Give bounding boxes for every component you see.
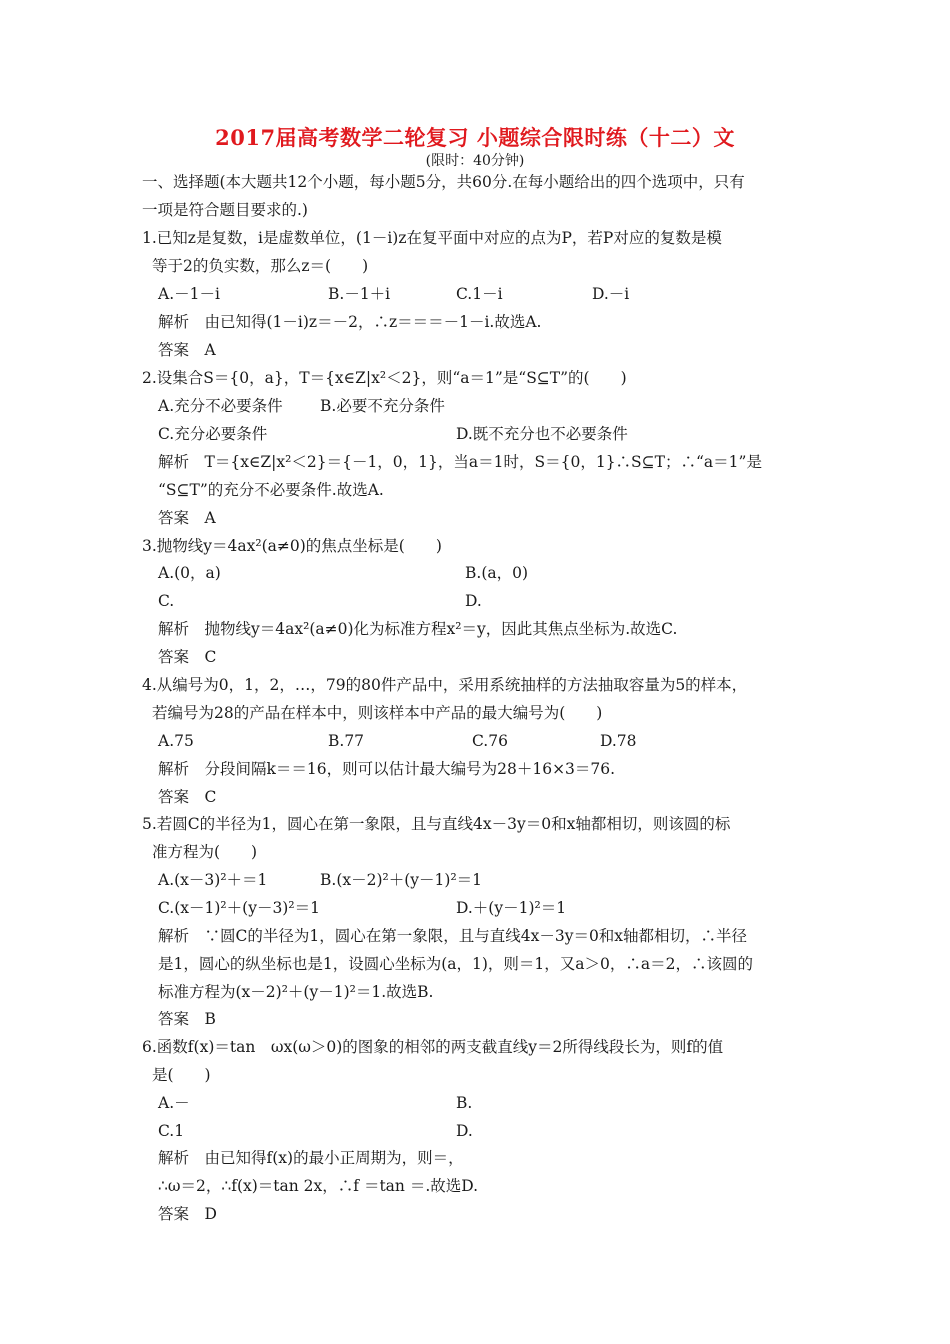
q3-option-b: B.(a，0) [465, 564, 529, 582]
q2-answer: 答案 A [158, 509, 216, 527]
document-title: 2017届高考数学二轮复习 小题综合限时练（十二）文 [215, 125, 735, 150]
q6-stem-cont: 是( ) [152, 1066, 211, 1084]
q3-stem: 3.抛物线y＝4ax²(a≠0)的焦点坐标是( ) [142, 537, 442, 555]
q6-option-b: B. [456, 1094, 473, 1112]
q1-option-a: A.－1－i [158, 285, 220, 303]
q5-option-a: A.(x－3)²＋＝1 [158, 871, 268, 889]
q4-option-a: A.75 [158, 732, 194, 750]
section-heading: 一、选择题(本大题共12个小题，每小题5分，共60分.在每小题给出的四个选项中，只有 [142, 173, 745, 191]
q1-answer: 答案 A [158, 341, 216, 359]
q3-option-c: C. [158, 592, 175, 610]
q4-option-d: D.78 [600, 732, 637, 750]
q1-analysis: 解析 由已知得(1－i)z＝－2，∴z＝＝＝－1－i.故选A. [158, 313, 542, 331]
q2-option-d: D.既不充分也不必要条件 [456, 425, 628, 443]
q6-option-a: A.－ [158, 1094, 190, 1112]
q3-option-d: D. [465, 592, 482, 610]
q6-answer: 答案 D [158, 1205, 217, 1223]
q5-stem-cont: 准方程为( ) [152, 843, 258, 861]
q4-analysis: 解析 分段间隔k＝＝16，则可以估计最大编号为28＋16×3＝76. [158, 760, 616, 778]
q5-option-b: B.(x－2)²＋(y－1)²＝1 [320, 871, 483, 889]
section-heading-cont: 一项是符合题目要求的.) [142, 201, 308, 219]
q6-stem: 6.函数f(x)＝tan ωx(ω＞0)的图象的相邻的两支截直线y＝2所得线段长为，则f的值 [142, 1038, 724, 1056]
q4-answer: 答案 C [158, 788, 217, 806]
time-limit: (限时：40分钟) [425, 153, 525, 169]
q5-analysis-cont2: 标准方程为(x－2)²＋(y－1)²＝1.故选B. [158, 983, 434, 1001]
q5-analysis-cont: 是1，圆心的纵坐标也是1，设圆心坐标为(a，1)，则＝1，又a＞0，∴a＝2，∴该圆的 [158, 955, 753, 973]
q3-answer: 答案 C [158, 648, 217, 666]
q5-analysis: 解析 ∵圆C的半径为1，圆心在第一象限，且与直线4x－3y＝0和x轴都相切，∴半径 [158, 927, 748, 945]
q4-stem-cont: 若编号为28的产品在样本中，则该样本中产品的最大编号为( ) [152, 704, 603, 722]
q1-option-d: D.－i [592, 285, 630, 303]
q6-option-d: D. [456, 1122, 473, 1140]
q6-analysis: 解析 由已知得f(x)的最小正周期为，则＝， [158, 1149, 464, 1167]
q1-stem: 1.已知z是复数，i是虚数单位，(1－i)z在复平面中对应的点为P，若P对应的复数是模 [142, 229, 722, 247]
q2-stem: 2.设集合S＝{0，a}，T＝{x∈Z|x²＜2}，则“a＝1”是“S⊆T”的( ) [142, 369, 627, 387]
q4-option-c: C.76 [472, 732, 508, 750]
q2-analysis-cont: “S⊆T”的充分不必要条件.故选A. [158, 481, 384, 499]
q1-option-b: B.－1＋i [328, 285, 391, 303]
q2-option-a: A.充分不必要条件 [158, 397, 283, 415]
q6-option-c: C.1 [158, 1122, 185, 1140]
q4-stem: 4.从编号为0，1，2，…，79的80件产品中，采用系统抽样的方法抽取容量为5的样本， [142, 676, 748, 694]
q3-analysis: 解析 抛物线y＝4ax²(a≠0)化为标准方程x²＝y，因此其焦点坐标为.故选C. [158, 620, 678, 638]
q5-option-d: D.＋(y－1)²＝1 [456, 899, 567, 917]
q5-stem: 5.若圆C的半径为1，圆心在第一象限，且与直线4x－3y＝0和x轴都相切，则该圆的标 [142, 815, 731, 833]
q6-analysis-cont: ∴ω＝2，∴f(x)＝tan 2x，∴f ＝tan ＝.故选D. [158, 1177, 479, 1195]
q4-option-b: B.77 [328, 732, 365, 750]
q2-option-c: C.充分必要条件 [158, 425, 268, 443]
q2-option-b: B.必要不充分条件 [320, 397, 445, 415]
q2-analysis: 解析 T＝{x∈Z|x²＜2}＝{－1，0，1}，当a＝1时，S＝{0，1}∴S⊆T；∴“a＝1”是 [158, 453, 762, 471]
q1-option-c: C.1－i [456, 285, 503, 303]
q5-option-c: C.(x－1)²＋(y－3)²＝1 [158, 899, 320, 917]
q3-option-a: A.(0，a) [158, 564, 221, 582]
q5-answer: 答案 B [158, 1010, 216, 1028]
q1-stem-cont: 等于2的负实数，那么z＝( ) [152, 257, 369, 275]
